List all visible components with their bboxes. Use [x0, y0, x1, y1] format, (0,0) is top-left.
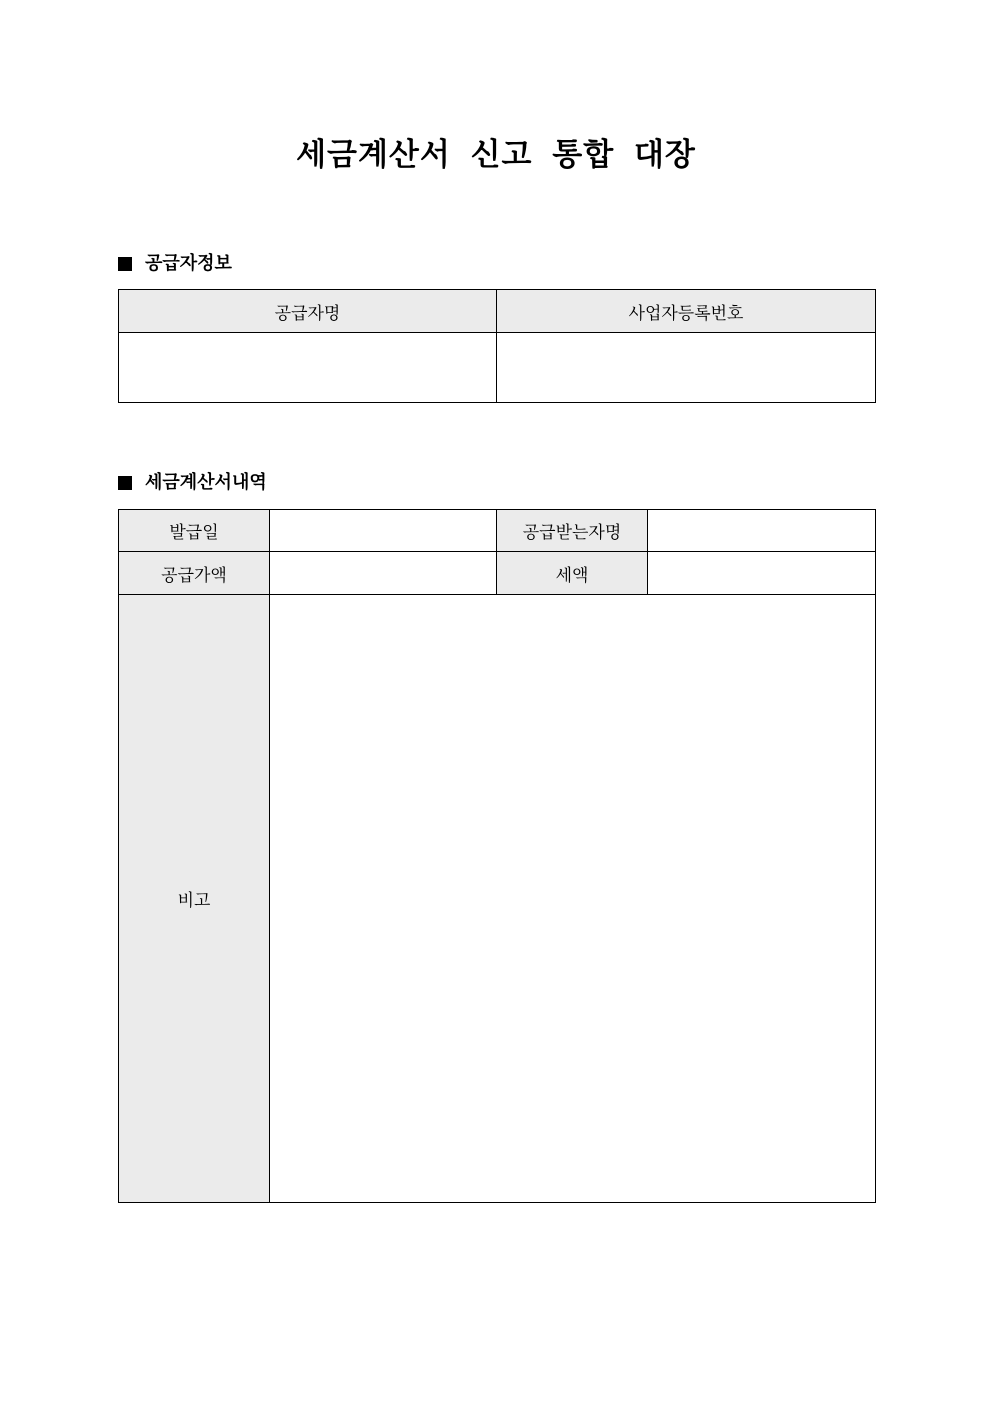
- invoice-section-heading: [118, 470, 267, 496]
- tax-amount-field[interactable]: [648, 552, 876, 595]
- square-bullet-icon: [118, 476, 132, 490]
- supplier-section-heading: [118, 251, 232, 277]
- supply-amount-field[interactable]: [270, 552, 497, 595]
- business-number-field[interactable]: [497, 333, 876, 403]
- tax-amount-label: 세액: [497, 552, 648, 595]
- page-title: 세금계산서 신고 통합 대장: [296, 137, 696, 173]
- recipient-name-field[interactable]: [648, 510, 876, 552]
- remarks-label: 비고: [119, 595, 270, 1203]
- invoice-details-table: [118, 509, 876, 1203]
- supply-amount-label: 공급가액: [119, 552, 270, 595]
- supplier-name-header: 공급자명: [119, 290, 497, 333]
- supplier-name-field[interactable]: [119, 333, 497, 403]
- issue-date-label: 발급일: [119, 510, 270, 552]
- square-bullet-icon: [118, 257, 132, 271]
- invoice-section-label: 세금계산서내역: [145, 472, 267, 493]
- business-number-header: 사업자등록번호: [497, 290, 876, 333]
- recipient-name-label: 공급받는자명: [497, 510, 648, 552]
- remarks-field[interactable]: [270, 595, 876, 1203]
- supplier-section-label: 공급자정보: [145, 253, 232, 274]
- supplier-info-table: [118, 289, 876, 403]
- issue-date-field[interactable]: [270, 510, 497, 552]
